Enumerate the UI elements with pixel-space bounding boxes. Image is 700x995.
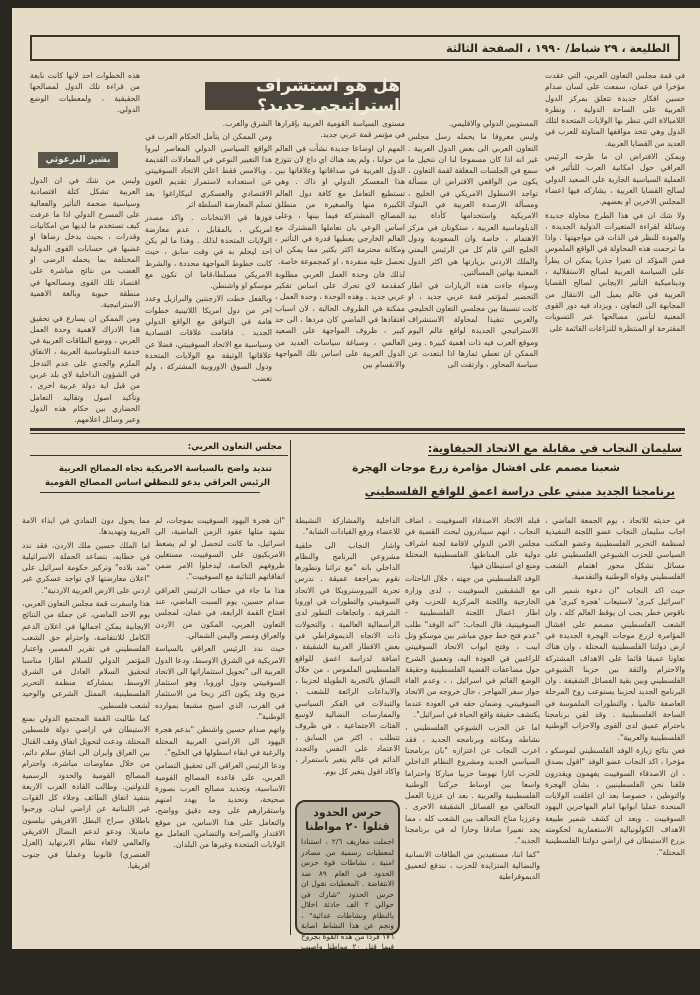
author-byline [38, 152, 118, 168]
article3-col-left [22, 515, 150, 940]
article2-col-mid-right [405, 515, 540, 940]
section-underline [30, 455, 288, 456]
section-divider [30, 428, 685, 431]
paragraph: ودعا الرئيس العراقي الى تحقيق التضامن العربي، على قاعدة المصالح القومية الاساسية، وتحديد مصالح العرب بصورة صحيحة، وتحديد ما يهدد امنهم واستقرارهم على وجه دقيق وواضح، والتعامل على هذا الاساس، من موقع الاقتدار والصراحة والتضامن، التعامل مع الولايات المتحدة وغيرها من البلدان. [155, 761, 285, 850]
article2-col-right [545, 515, 685, 940]
paragraph: حيث ندد الرئيس العراقي بالسياسة الامريكية في الشرق الاوسط، ودعا الدول العربية الى "تحويل استثماراتها الى الاتحاد السوفييتي ودول اوروبا، وهو استثمار مربح وقد يكون اكثر ربحا من الاستثمار في الغرب، الذي اصبح مشبعا بموارده الوطنية". [155, 644, 285, 722]
paragraph: ولا شك ان في هذا الطرح محاولة جديدة وسائلة لقراءة المتغيرات الدولية الجديدة ، والعودة للنظر في الذات في مواجهتها . واذا ما ترجمت هذه المحاولة في الواقع الملموس فمن المؤكد ان تغيرا جذريا يمكن ان يطرأ على السياسة العربية لصالح الاستقلالية ، وديناميكية التأثير الايجابي لصالح القضايا العربية في عالم يميل الى الانتقال من المجابهة الى التعاون ، ويزداد فيه دور القوى المعنية لتأمين مصالحها عبر التسويات المقترحة او المنتظرة للنزاعات القائمة على [545, 210, 685, 333]
paragraph: ومن الممكن ان يسارع في تحقيق هذا الادراك لاهمية وحدة العمل العربي ، ووضع الطاقات العربية في خدمة الدبلوماسية العربية ، الاتفاق الملزم والجدي على عدم التدخل في الشؤون الداخلية لاي بلد عربي من قبل اية دولة عربية اخرى ، وتأكيد اصول وتقاليد التعامل الحضاري بين حكام هذه الدول وعبر وسائل اعلامهم. [30, 313, 140, 425]
paragraph: الداخلية والمشاركة النشيطة للاعضاء ورفع القيادات الشابة". [295, 516, 400, 537]
headline-underline [40, 492, 260, 493]
paragraph: اما عن الحزب الشيوعي الفلسطيني ، نشاطه ومكانته وبرنامجه الجديد ، فقد اعرب النجاب عن اعتزازه "بان برنامجنا السياسي الجديد ومشروع النظام الداخلي للحزب اثارا نهوضا حزبيا مباركا واحتراما واسعا بين اوساط حركتنا الوطنية الفلسطينية والعربية . بعد ان عززنا العمل التحالفي مع الفصائل الشقيقة الاخرى . وعززنا مناخ التحالف بين الشعب كله ، مما يجد تعبيرا صادقا وحارا له في برنامجنا الجديد". [405, 723, 540, 846]
paragraph: وليس من شك في ان الدول العربية تشكل كتلة اقتصادية وسياسية ضخمة التأثير والفعالية على المسرح الدولي اذا ما عرفت كيف تستخدم ما لديها من امكانيات وقدرات ، بحيث يدخل رضاها او غضبها في حسابات القوى الدولية المختلفة بما يحمله الرضى او الغضب من نتائج مباشرة على اقتصاد تلك القوى ومصالحها في منطقة حيوية وبالغة الاهمية الاستراتيجية. [30, 176, 140, 310]
author-name: بشير البرغوثي [45, 155, 111, 165]
paragraph: كما طالبت القمة المجتمع الدولي بمنع الاستيطان في اراضي دولة فلسطين المحتلة. ودعت لتحويل اتفاق وقف القتال بين العراق وايران الى اتفاق سلام دائم، من خلال مفاوضات مباشرة، واحترام المصالح القومية والحدود الرسمية للدولتين. وطالب القادة العرب الاربعة بتنفيذ اتفاق الطائف وجلاء كل القوات غير اللبنانية عن اراضي لبنان. ورحبوا باطلاق سراح البطل الافريقي نيلسون مانديلا. ودعو لدعم النضال الافريقي والعالمي لالغاء نظام الابرتهايد (العزل العنصري) قانونيا وعمليا في جنوب افريقيا. [22, 714, 150, 870]
paragraph: فعن نتائج زيارة الوفد الفلسطيني لموسكو ، مؤخرا ، اكد النجاب عضو الوفد "اقول بصدق ، ان الاصدقاء السوفييت يفهمون ويقدرون قلقنا نحن الفلسطينيين ، بشأن الهجرة والتوطين ، خصوصا بعد ان اغلقت الولايات المتحدة عمليا ابوابها امام المهاجرين اليهود السوفييت . وبعد ان كشف شمير طبيعة الاهداف الكولونيالية الاستعمارية لحكومته بزرع الاستيطان في اراضي دولتنا الفلسطينية المحتلة". [545, 745, 685, 857]
article2-headline2: برنامجنا الجديد مبني على دراسة اعمق للواقع الفلسطيني [364, 485, 675, 498]
box-text: اجملت معاريف ٢/٦ ، استنادا لمعطيات رسمية من مصادر امنية ، نشاطات قوة حرس الحدود في العام ٨٩ ضد الانتفاضة . المعطيات تقول ان حرس الحدود "شارك في حوالي ٢ الف حادثة اخلال بالنظام ونشاطات عدائية" ، ونجم عن هذا النشاط اصابة ١٧٦ فردا من هذه القوة بجروح فيما قتل ٢٠ مواطنا واصيب ٢٦٩ اخرين من ابناء المناطق المحتلة . كما انصرفت جهوده من اعتقال ٨ الاف مواطن اخرين. [301, 837, 395, 993]
paragraph: حيث اكد النجاب "ان دعوة شمير الى 'اسرائيل كبرى' لاستيعاب 'هجرة كبرى' هي ناقوس خطر يجب ان يوقظ العالم كله ، وان الشعب الفلسطيني مصمم على افشال المؤامرة لزرع موجات الهجرة الجديدة في ارض دولتنا الفلسطينية المحتلة ، وان هناك تعاونا عميقا قائما على الاهداف المشتركة والاحترام والثقة بين حزبنا الشيوعي الفلسطيني وبين بقية الفصائل الشقيقة . وان البرنامج الجديد لحزبنا يستوعب روح المرحلة العاصفة عالميا ، والتطورات الملموسة في الساحة الفلسطينية . وقد لقي برنامجنا باحترام عميق لدى القوى والاحزاب الوطنية الفلسطينية والعربية". [545, 585, 685, 742]
paragraph: هذه الخطوات احد لانها كانت نابعة من قراءة تلك الدول لمصالحها الحقيقية ، ولمعطيات الوضع الدولي. [30, 71, 140, 114]
paragraph: وسواء جاءت هذه الزيارات في اطار التحضير لمؤتمر قمة عربي جديد ، او كانت تنسيقا بين مجلسي التعاون الخليجي والعربي تنفيذا لمحاولة الاستشراف الاستراتيجي الجديدة لواقع عالم اليوم وموقع العرب فيه ذات اهمية كبيرة . ومن الممكن ان تعطي ثمارها اذا ابتعدت عن سياسة المحاور ، وارتقت الى [408, 281, 538, 370]
article1-col-4 [145, 118, 272, 418]
paragraph: مستوى السياسة القومية العربية بإقرارها في مؤتمر قمة عربي جديد. [275, 119, 405, 140]
paragraph: في حديثه للاتحاد ، يوم الجمعة الماضي ، اجاب سليمان النجاب عضو اللجنة التنفيذية لمنظمة التحرير الفلسطينية وعضو المكتب السياسي للحزب الشيوعي الفلسطيني على مسائل تشكل محور اهتمام الشعب الفلسطيني وقواه الوطنية والتقدمية. [545, 516, 685, 582]
box-title: حرس الحدود قتلوا ٢٠ مواطنا [305, 806, 390, 833]
article1-col-3 [275, 118, 405, 418]
article3-col-right [155, 515, 285, 940]
paragraph: المستويين الدولي والاقليمي. [448, 119, 538, 128]
paragraph: اما الملك حسين ملك الاردن، فقد ندد في خطابه، بتصاعد الحملة الاسرائيلية "ضد بلاده" وتركيز حكومة اسرائيل على "اعلان معارضتها لاي تواجد عسكري غير اردني على الارض العربية الاردنية". [22, 540, 150, 595]
article2-headline1: شعبنا مصمم على افشال مؤامرة زرع موجات الهجرة [352, 462, 620, 474]
paragraph: ومن الممكن ان يتأمل الحكام العرب في الواقع السياسي الدولي المعاصر ليروا هذا التغيير النوعي في المعادلات القديمة . وبالامس فقط اعلن الاتحاد السوفييتي عن استعداده لاستمرار تقديم العون الاقتصادي والعسكري لنيكاراغوا بعد تسلم المعارضة السلطة اثر [145, 132, 272, 210]
article3-section: مجلس التعاون العربي: [187, 442, 282, 452]
paragraph: ويمكن الافتراض ان ما طرحه الرئيس العراقي حول امكانية العرب للتأثير في العملية السياسية الجارية على الصعيد الدولي لصالح القضايا العربية ، يشاركه فيها اعضاء المجلس الاخرين او بعضهم. [545, 152, 685, 207]
sidebar-box [295, 800, 400, 993]
article3-headline2a: الرئيس العراقي يدعو للتضامن [143, 478, 270, 488]
paragraph: وبالفعل خطت الارجنتين والبرازيل وعدد اخر من دول امريكا اللاتينية خطوات هامة في التوافق مع الواقع الدولي الجديد . فاقامت علاقات اقتصادية وسياسية مع الاتحاد السوفييتي، فضلا عن علاقاتها الوثيقة مع الولايات المتحدة ودول السوق الاوروبية المشتركة ، ولم تغضب [145, 294, 272, 383]
column-divider [290, 440, 291, 935]
article2-col-mid [295, 515, 400, 795]
paragraph: لذلك فان وحدة العمل العربي مطلوبة كمقدمة لاي تحرك على اساس تفكير عربي جديد . وهذه الوحدة ، وحدة العمل ، ممكنة في الظروف الحالية ، لان اسباب افتقادها في الماضي كان مردها ، الى حد كبير ، ظروف المواجهة على الصعيد العالمي ، وصياغة سياسات العديد من الدول العربية على اساس تلك المواجهة والانقسام بين [275, 269, 405, 370]
paragraph: قبله الاتحاد الاصدقاء السوفييت ، اضاف النجاب ، انهم سيبادرون لبحث القضية في مجلس الامن الدولي لاقامة لجنة اشراف دولية على المناطق الفلسطينية المحتلة ومنع اي استيطان فيها. [405, 516, 540, 571]
paragraph: مما يحول دون التمادي في ايذاء الامة العربية وتهديدها. [22, 516, 150, 537]
article1-col-left-top [30, 70, 140, 140]
article1-headline [205, 76, 400, 116]
article1-col-2 [408, 118, 538, 418]
masthead-text: الطليعة ، ٢٩ شباط/ ١٩٩٠ ، الصفحة الثالثة [446, 41, 670, 55]
section-divider [30, 433, 685, 434]
article2-kicker: سليمان النجاب في مقابلة مع الاتحاد الحيفاوية: [427, 442, 682, 455]
article1-headline-text: هل هو استشراف استراتيجي جديد؟ [255, 76, 400, 116]
paragraph: واتهم صدام حسين واشنطن "بدعم هجرة اليهود الى الاراضي العربية المحتلة والرغبة في ابقاء اسطولها في الخليج". [155, 725, 285, 757]
paragraph: وليس معروفا ما يحمله رسل مجلس التعاون العربي الى بعض الدول العربية . غير انه اذا كان مسموحا لنا ان نتخيل ما سمع في الجلسات المغلقة لقمة التعاون ، يكون من الواقعي الافتراض ان مسألة تواجد الاسطول الامريكي في الخليج ، ومسألة الارصدة العربية في البنوك الامريكية واستخدامها كأداة بيد الدبلوماسية العربية ، ستكونان في مركز الاهتمام ، خاصة وان السعودية ودول الخليج التي قام كل من الرئيس اليمني والملك الاردني بزيارتها هي اكثر الدول المعنية بهاتين المسألتين. [408, 132, 538, 277]
paragraph: "كما اننا، مستفيدين من الطاقات الانسانية والنضالية المتزايدة للحزب ، نندفع لتعميق الديموقراطية [405, 849, 540, 882]
paragraph: هذا واسفرت قمة مجلس التعاون العربي، يوم الاحد الماضي، عن جملة من النتائج الايجابية يمكن اجمالها في اعلان الدعم الكامل للانتفاضة، واحترام حق الشعب الفلسطيني في تقرير المصير، واعتبار المؤتمر الدولي للسلام اطارا مناسبا لتحقيق السلام العادل في الشرق الاوسط، بمشاركة منظمة التحرير الفلسطينية، الممثل الشرعي والوحيد لشعب فلسطين. [22, 599, 150, 710]
paragraph: الشرق والغرب. [222, 119, 272, 128]
paragraph: المهم ان اوضاعا جديدة نشأت في العالم من حولنا ، ولم يعد هناك اي داع لان تتوزع الدول العربية في صداقاتها وعلاقاتها بين هذا المعسكر الدولي او ذاك . وهي تستطيع التعامل مع كافة دول العالم الكبيرة منها والصغيرة من منطلق المصالح المشتركة فيما بينها ، وعلى اساس الوعي بان تعاملها المشترك مع العالم الخارجي يعطيها قدرة في التأثير ، ومكانة محترمة اكثر بكثير مما يمكن ان تحصل عليه منفردة ، او كمجموعة خاصة. [275, 143, 405, 266]
paragraph: فوزها في الانتخابات . واكد مصدر امريكي ، بالمقابل ، عدم معارضة الولايات المتحدة لذلك . وهذا ما لم يكن احد ليحلم به في وقت سابق ، حيث كانت خطوط المواجهة محددة ، والشرط الامريكي مسلطا،قاما ان تكون مع موسكو او واشنطن. [145, 213, 272, 291]
paragraph: الوفد الفلسطيني من جهته ، خلال الباحثات مع الشقيقين السوفييت ، لدى وزارة الخارجية واللجنة المركزية للحزب وفي اطار اعمال اللجنة الفلسطينية - السوفييتية، قال النجاب: "انه الوفد" طلب "عدم فتح خط جوي مباشر بين موسكو وتل ابيب ، وفتح ابواب الاتحاد السوفييتي للراغبين في العودة اليه، وتعميق الشرح حول مضاعفات القضية الفلسطينية وحقيقة الوضع القائم في اسرائيل ، ، وعدم الغاء جواز سفر المهاجر ، حال خروجه من الاتحاد السوفييتي، وضمان حقه في العودة عندما يكتشف حقيقة واقع الحياة في اسرائيل". [405, 574, 540, 720]
masthead [30, 35, 680, 61]
article1-col-right [545, 70, 685, 420]
paragraph: واشار النجاب الى خلفية مشروعي البرنامج والنظام الداخلي بانه "مع تراثنا وتطورها نقوم بمراجعة عميقة . ندرس تجربة البيروسترويكا في الاتحاد السوفييتي والتطورات في اوروبا الشرقية . واتجاهات التطور لدى الرأسمالية العالمية ، والتحولات ذات الاتجاه الديموقراطي في بعض الاقطار العربية الشقيقة ، اضافة لدراسة اعمق للواقع الفلسطيني الملموس ، من خلال التصاق بالتجربة الطويلة لحزبنا ، والابداعات الرائعة للشعب ، والتبدلات في الفكر السياسي والممارسات النضالية لاوسع الفئات الاجتماعية ، في ظروف تتطلب ، اكثر من السابق ، الاعتماد على النفس والتجدد الدائم في عالم يتغير باستمرار ، واكاد اقول يتغير كل يوم. [295, 540, 400, 776]
paragraph: في قمة مجلس التعاون العربي، التي عقدت مؤخرا في عمان، سمعت على لسان صدام حسين افكار جديدة تتعلق بمركز الدول العربية على الساحة الدولية ، ونظرة اللامبالاة التي تنظر بها الولايات المتحدة لتلك الدول وهي تتخذ مواقفها المناوئة للعرب في العديد من القضايا العربية. [545, 71, 685, 148]
paragraph: "ان هجرة اليهود السوفييت بموجات، لم تشهد مثلها عقود الزمن الماضية، الى اسرائيل، ما كانت لتحصل لو لم يضغط الامريكيون على السوفييت، مستغلين ظروفهم الخاصة، ليدخلوا الامر ضمن اتفاقاتهم الثنائية مع السوفييت". [155, 516, 285, 582]
article3-headline1: تنديد واضح بالسياسة الامريكية تجاه المصالح العربية [58, 464, 272, 474]
paragraph: هذا ما جاء في خطاب الرئيس العراقي صدام حسين، يوم السبت الماضي، عند افتتاح القمة الرابعة، في عمان، لمجلس التعاون العربي، المكون من الاردن والعراق ومصر واليمن الشمالي. [155, 585, 285, 640]
article1-col-left [30, 175, 140, 425]
article3-headline2b: على اساس المصالح القومية [45, 478, 163, 488]
